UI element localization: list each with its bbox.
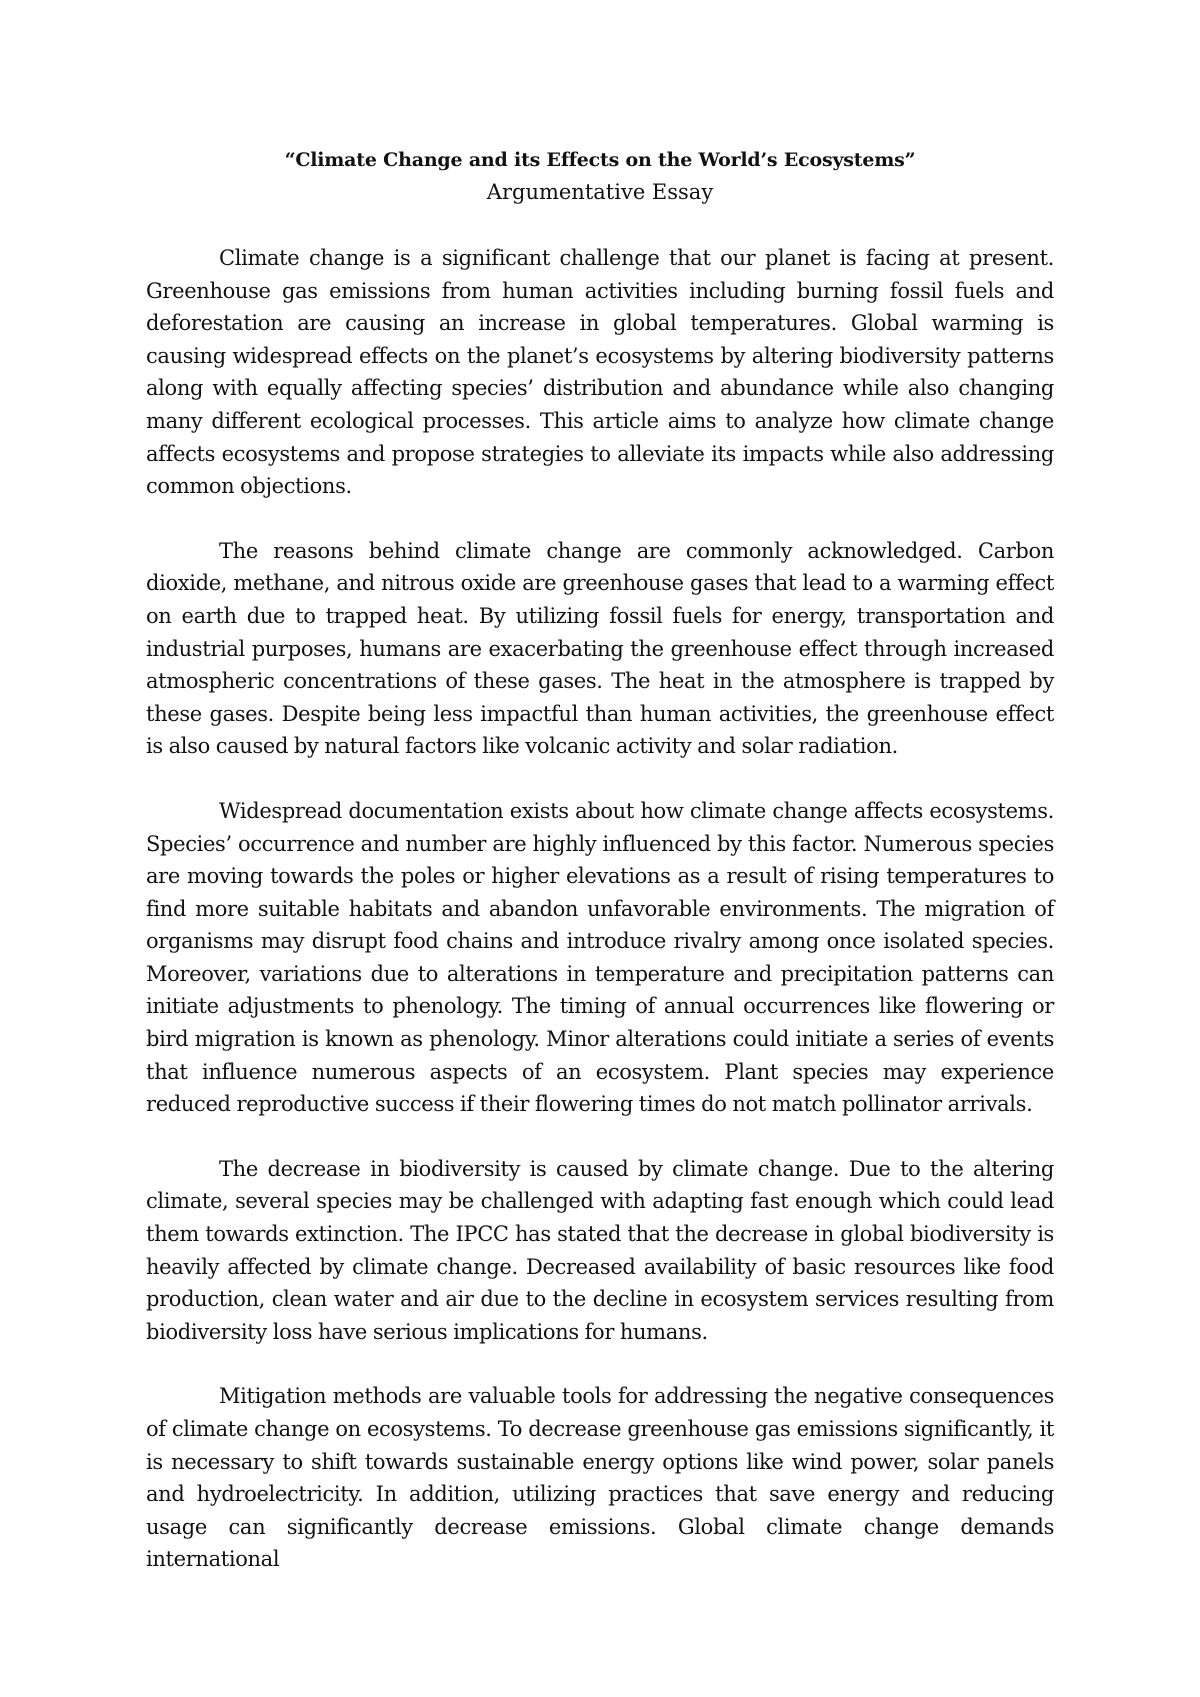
paragraph-3: Widespread documentation exists about how climate change affects ecosystems. Species’ occurrence and number are highly influenced by this factor. Numerous species are moving towards the poles or higher elevations as a result of rising temperatures to find more suitable habitats and abandon unfavorable environments. The migration of organisms may disrupt food chains and introduce rivalry among once isolated species. Moreover, variations due to alterations in temperature and precipitation patterns can initiate adjustments to phenology. The timing of annual occurrences like flowering or bird migration is known as phenology. Minor alterations could initiate a series of events that influence numerous aspects of an ecosystem. Plant species may experience reduced reproductive success if their flowering times do not match pollinator arrivals. (146, 798, 1054, 1117)
essay-subtitle: Argumentative Essay (486, 180, 714, 204)
essay-title: “Climate Change and its Effects on the World’s Ecosystems” (284, 149, 916, 171)
document-body (146, 144, 1054, 1608)
paragraph-4: The decrease in biodiversity is caused by climate change. Due to the altering climate, several species may be challenged with adapting fast enough which could lead them towards extinction. The IPCC has stated that the decrease in global biodiversity is heavily affected by climate change. Decreased availability of basic resources like food production, clean water and air due to the decline in ecosystem services resulting from biodiversity loss have serious implications for humans. (146, 1156, 1054, 1344)
paragraph-1: Climate change is a significant challenge that our planet is facing at present. Greenhouse gas emissions from human activities including burning fossil fuels and deforestation are causing an increase in global temperatures. Global warming is causing widespread effects on the planet’s ecosystems by altering biodiversity patterns along with equally affecting species’ distribution and abundance while also changing many different ecological processes. This article aims to analyze how climate change affects ecosystems and propose strategies to alleviate its impacts while also addressing common objections. (146, 246, 1054, 499)
paragraph-5: Mitigation methods are valuable tools for addressing the negative consequences of climate change on ecosystems. To decrease greenhouse gas emissions significantly, it is necessary to shift towards sustainable energy options like wind power, solar panels and hydroelectricity. In addition, utilizing practices that save energy and reducing usage can significantly decrease emissions. Global climate change demands international (146, 1384, 1054, 1572)
paragraph-2: The reasons behind climate change are commonly acknowledged. Carbon dioxide, methane, and nitrous oxide are greenhouse gases that lead to a warming effect on earth due to trapped heat. By utilizing fossil fuels for energy, transportation and industrial purposes, humans are exacerbating the greenhouse effect through increased atmospheric concentrations of these gases. The heat in the atmosphere is trapped by these gases. Despite being less impactful than human activities, the greenhouse effect is also caused by natural factors like volcanic activity and solar radiation. (146, 538, 1054, 759)
